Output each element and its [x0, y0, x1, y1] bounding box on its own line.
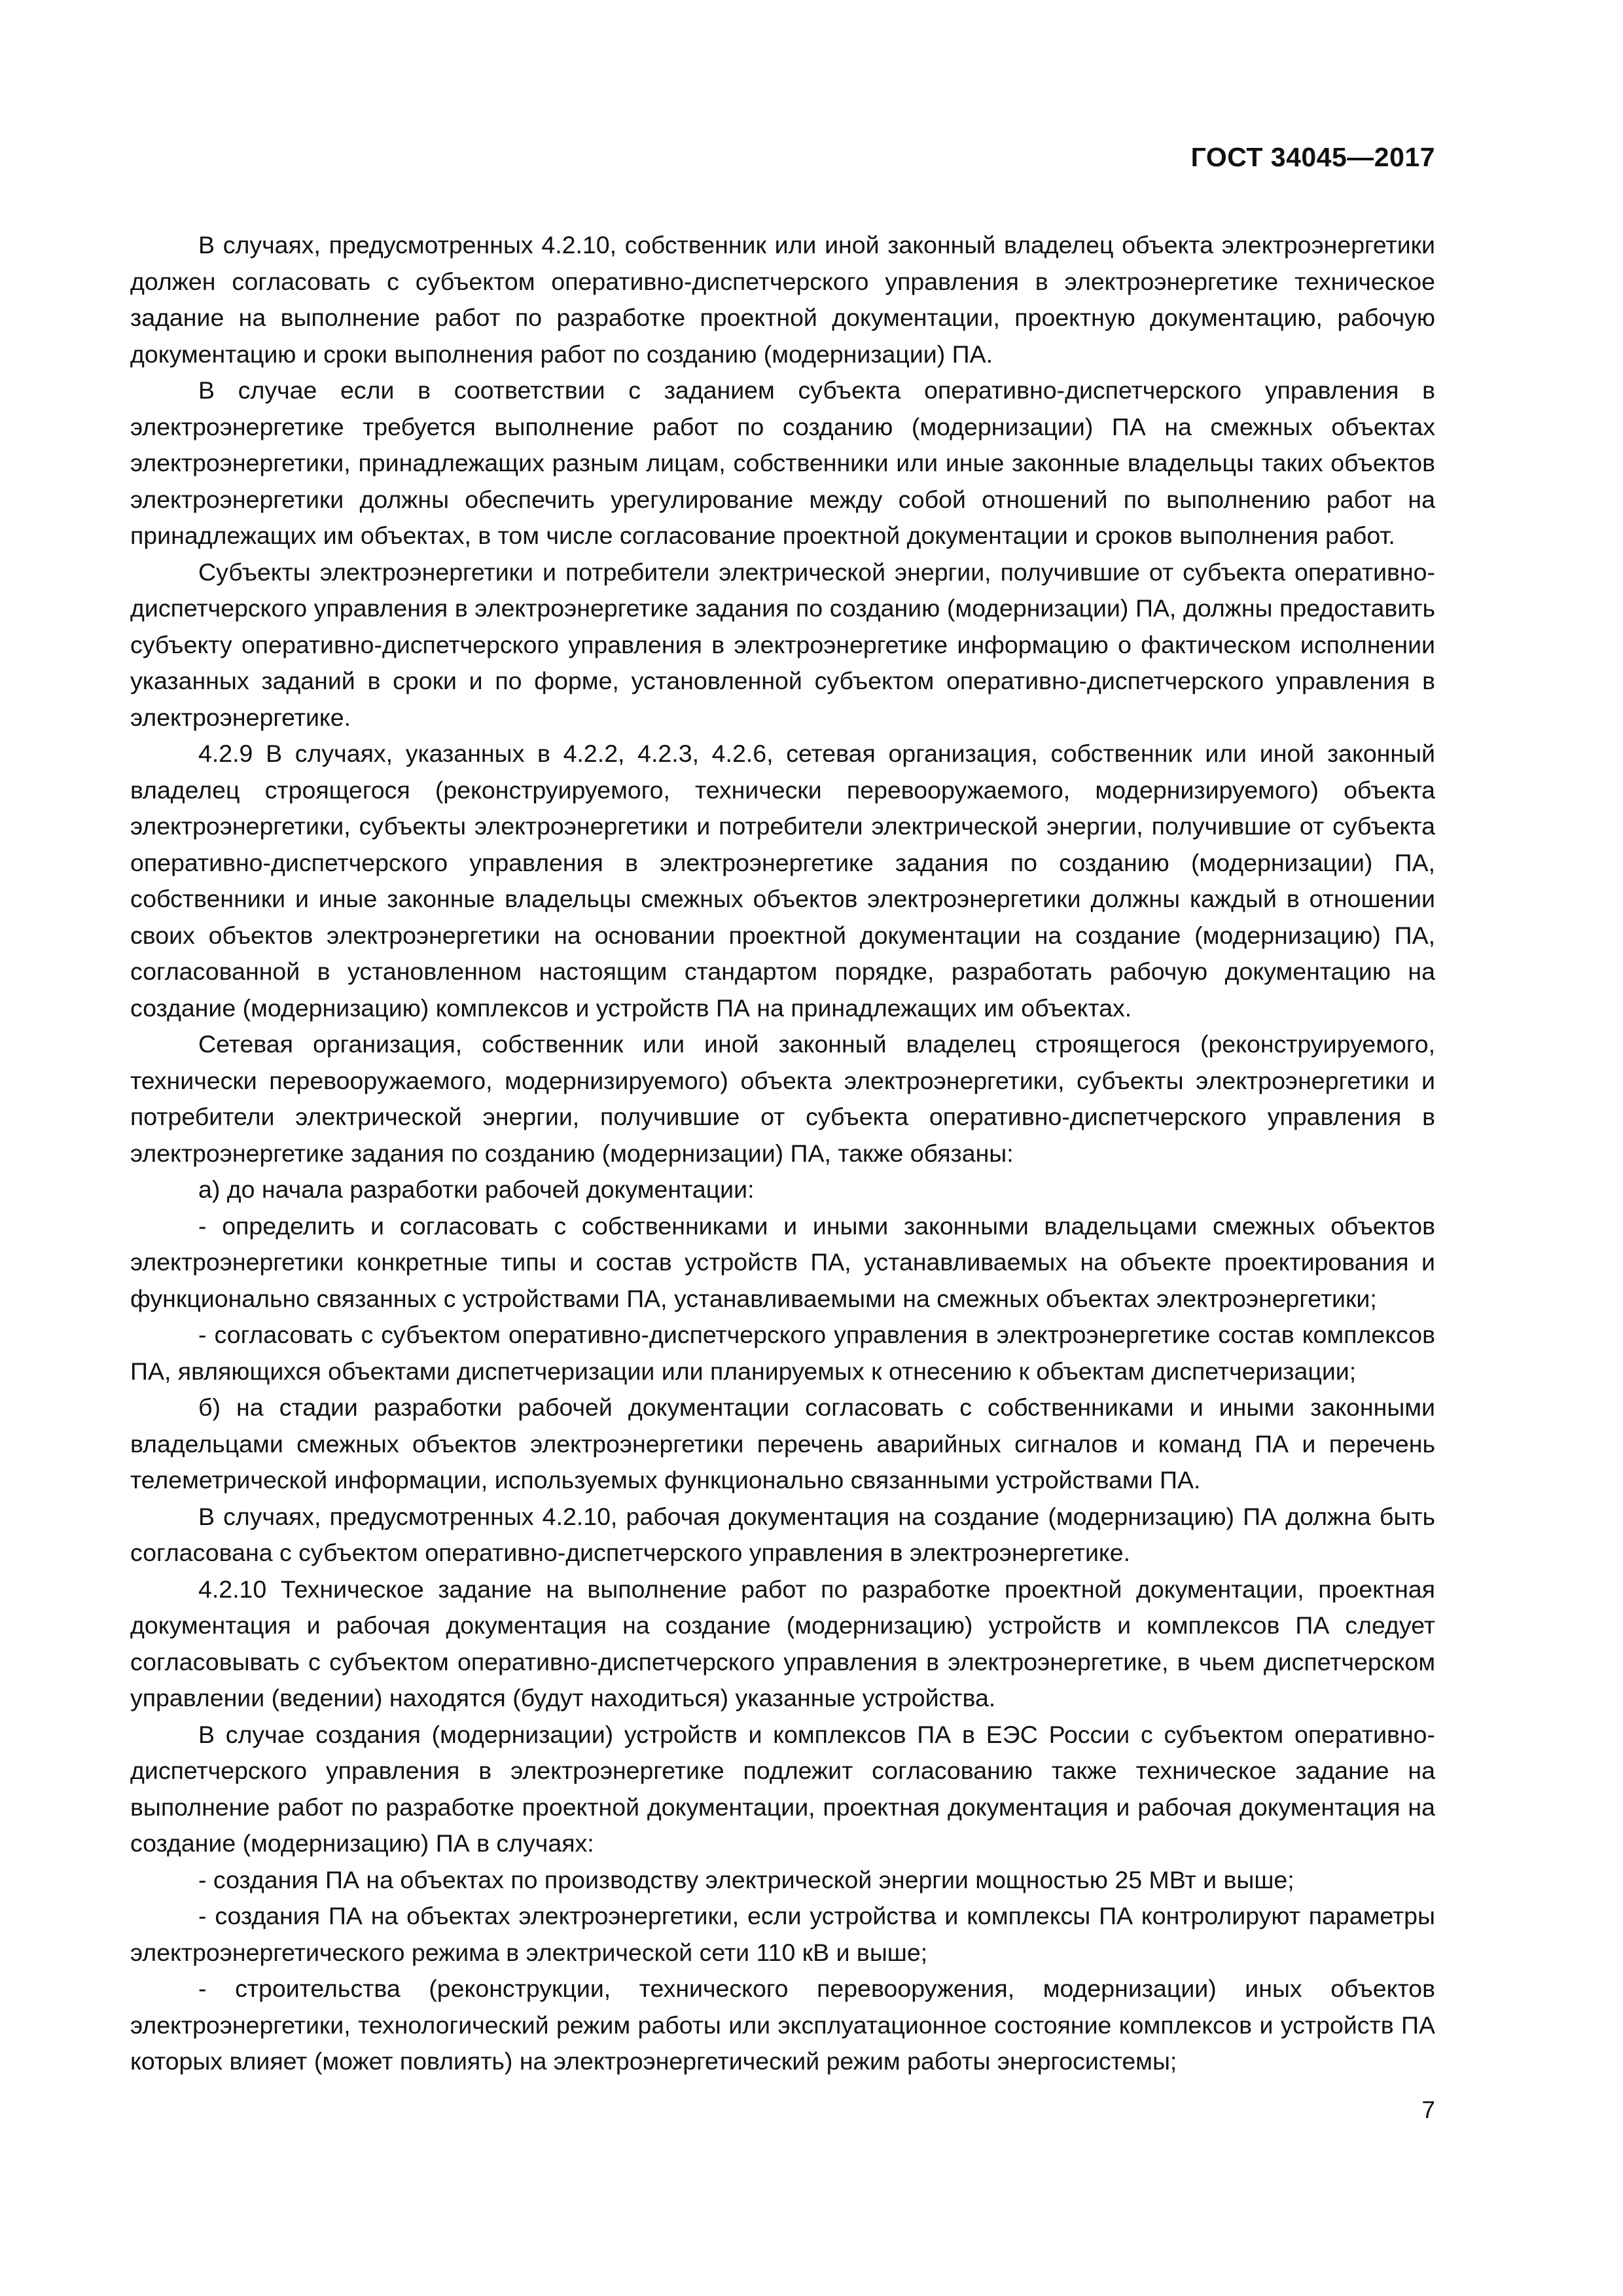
list-item: - создания ПА на объектах электроэнергетики, если устройства и комплексы ПА контролируют параметры электроэнергетического режима в электрической сети 110 кВ и выше; [130, 1902, 1435, 1966]
list-item-a: а) до начала разработки рабочей документации: [198, 1175, 755, 1203]
list-item: - строительства (реконструкции, технического перевооружения, модернизации) иных объектов электроэнергетики, технологический режим работы или эксплуатационное состояние комплексов и устройств ПА которых влияет (может повлиять) на электроэнергетический режим работы энергосистемы; [130, 1975, 1435, 2075]
paragraph: Сетевая организация, собственник или иной законный владелец строящегося (реконструируемого, технически перевооружаемого, модернизируемого) объекта электроэнергетики, субъекты электроэнергетики и потребители электрической энергии, получившие от субъекта оперативно-диспетчерского управления в электроэнергетике задания по созданию (модернизации) ПА, также обязаны: [130, 1030, 1435, 1167]
clause-4-2-9: 4.2.9 В случаях, указанных в 4.2.2, 4.2.3, 4.2.6, сетевая организация, собственник или иной законный владелец строящегося (реконструируемого, технически перевооружаемого, модернизируемого) объекта электроэнергетики, субъекты электроэнергетики и потребители электрической энергии, получившие от субъекта оперативно-диспетчерского управления в электроэнергетике задания по созданию (модернизации) ПА, собственники и иные законные владельцы смежных объектов электроэнергетики должны каждый в отношении своих объектов электроэнергетики на основании проектной документации на создание (модернизацию) ПА, согласованной в установленном настоящим стандартом порядке, разработать рабочую документацию на создание (модернизацию) комплексов и устройств ПА на принадлежащих им объектах. [130, 740, 1435, 1022]
document-body [130, 227, 1435, 2080]
list-item: - определить и согласовать с собственниками и иными законными владельцами смежных объектов электроэнергетики конкретные типы и состав устройств ПА, устанавливаемых на объекте проектирования и функционально связанных с устройствами ПА, устанавливаемыми на смежных объектах электроэнергетики; [130, 1211, 1435, 1312]
document-header: ГОСТ 34045—2017 [1190, 142, 1435, 172]
list-item: - согласовать с субъектом оперативно-диспетчерского управления в электроэнергетике состав комплексов ПА, являющихся объектами диспетчеризации или планируемых к отнесению к объектам диспетчеризации; [130, 1321, 1435, 1385]
page-number: 7 [1421, 2096, 1435, 2123]
paragraph: В случаях, предусмотренных 4.2.10, рабочая документация на создание (модернизацию) ПА должна быть согласована с субъектом оперативно-диспетчерского управления в электроэнергетике. [130, 1502, 1435, 1566]
list-item: - создания ПА на объектах по производству электрической энергии мощностью 25 МВт и выше; [198, 1865, 1294, 1893]
paragraph: В случаях, предусмотренных 4.2.10, собственник или иной законный владелец объекта электроэнергетики должен согласовать с субъектом оперативно-диспетчерского управления в электроэнергетике техническое задание на выполнение работ по разработке проектной документации, проектную документацию, рабочую документацию и сроки выполнения работ по созданию (модернизации) ПА. [130, 231, 1435, 368]
paragraph: Субъекты электроэнергетики и потребители электрической энергии, получившие от субъекта оперативно-диспетчерского управления в электроэнергетике задания по созданию (модернизации) ПА, должны предоставить субъекту оперативно-диспетчерского управления в электроэнергетике информацию о фактическом исполнении указанных заданий в сроки и по форме, установленной субъектом оперативно-диспетчерского управления в электроэнергетике. [130, 558, 1435, 731]
paragraph: В случае создания (модернизации) устройств и комплексов ПА в ЕЭС России с субъектом оперативно-диспетчерского управления в электроэнергетике подлежит согласованию также техническое задание на выполнение работ по разработке проектной документации, проектная документация и рабочая документация на создание (модернизацию) ПА в случаях: [130, 1720, 1435, 1857]
list-item-b: б) на стадии разработки рабочей документации согласовать с собственниками и иными законными владельцами смежных объектов электроэнергетики перечень аварийных сигналов и команд ПА и перечень телеметрической информации, используемых функционально связанными устройствами ПА. [130, 1393, 1435, 1494]
paragraph: В случае если в соответствии с заданием субъекта оперативно-диспетчерского управления в электроэнергетике требуется выполнение работ по созданию (модернизации) ПА на смежных объектах электроэнергетики, принадлежащих разным лицам, собственники или иные законные владельцы таких объектов электроэнергетики должны обеспечить урегулирование между собой отношений по выполнению работ на принадлежащих им объектах, в том числе согласование проектной документации и сроков выполнения работ. [130, 376, 1435, 549]
clause-4-2-10: 4.2.10 Техническое задание на выполнение работ по разработке проектной документации, проектная документация и рабочая документация на создание (модернизацию) устройств и комплексов ПА следует согласовывать с субъектом оперативно-диспетчерского управления в электроэнергетике, в чьем диспетчерском управлении (ведении) находятся (будут находиться) указанные устройства. [130, 1575, 1435, 1712]
